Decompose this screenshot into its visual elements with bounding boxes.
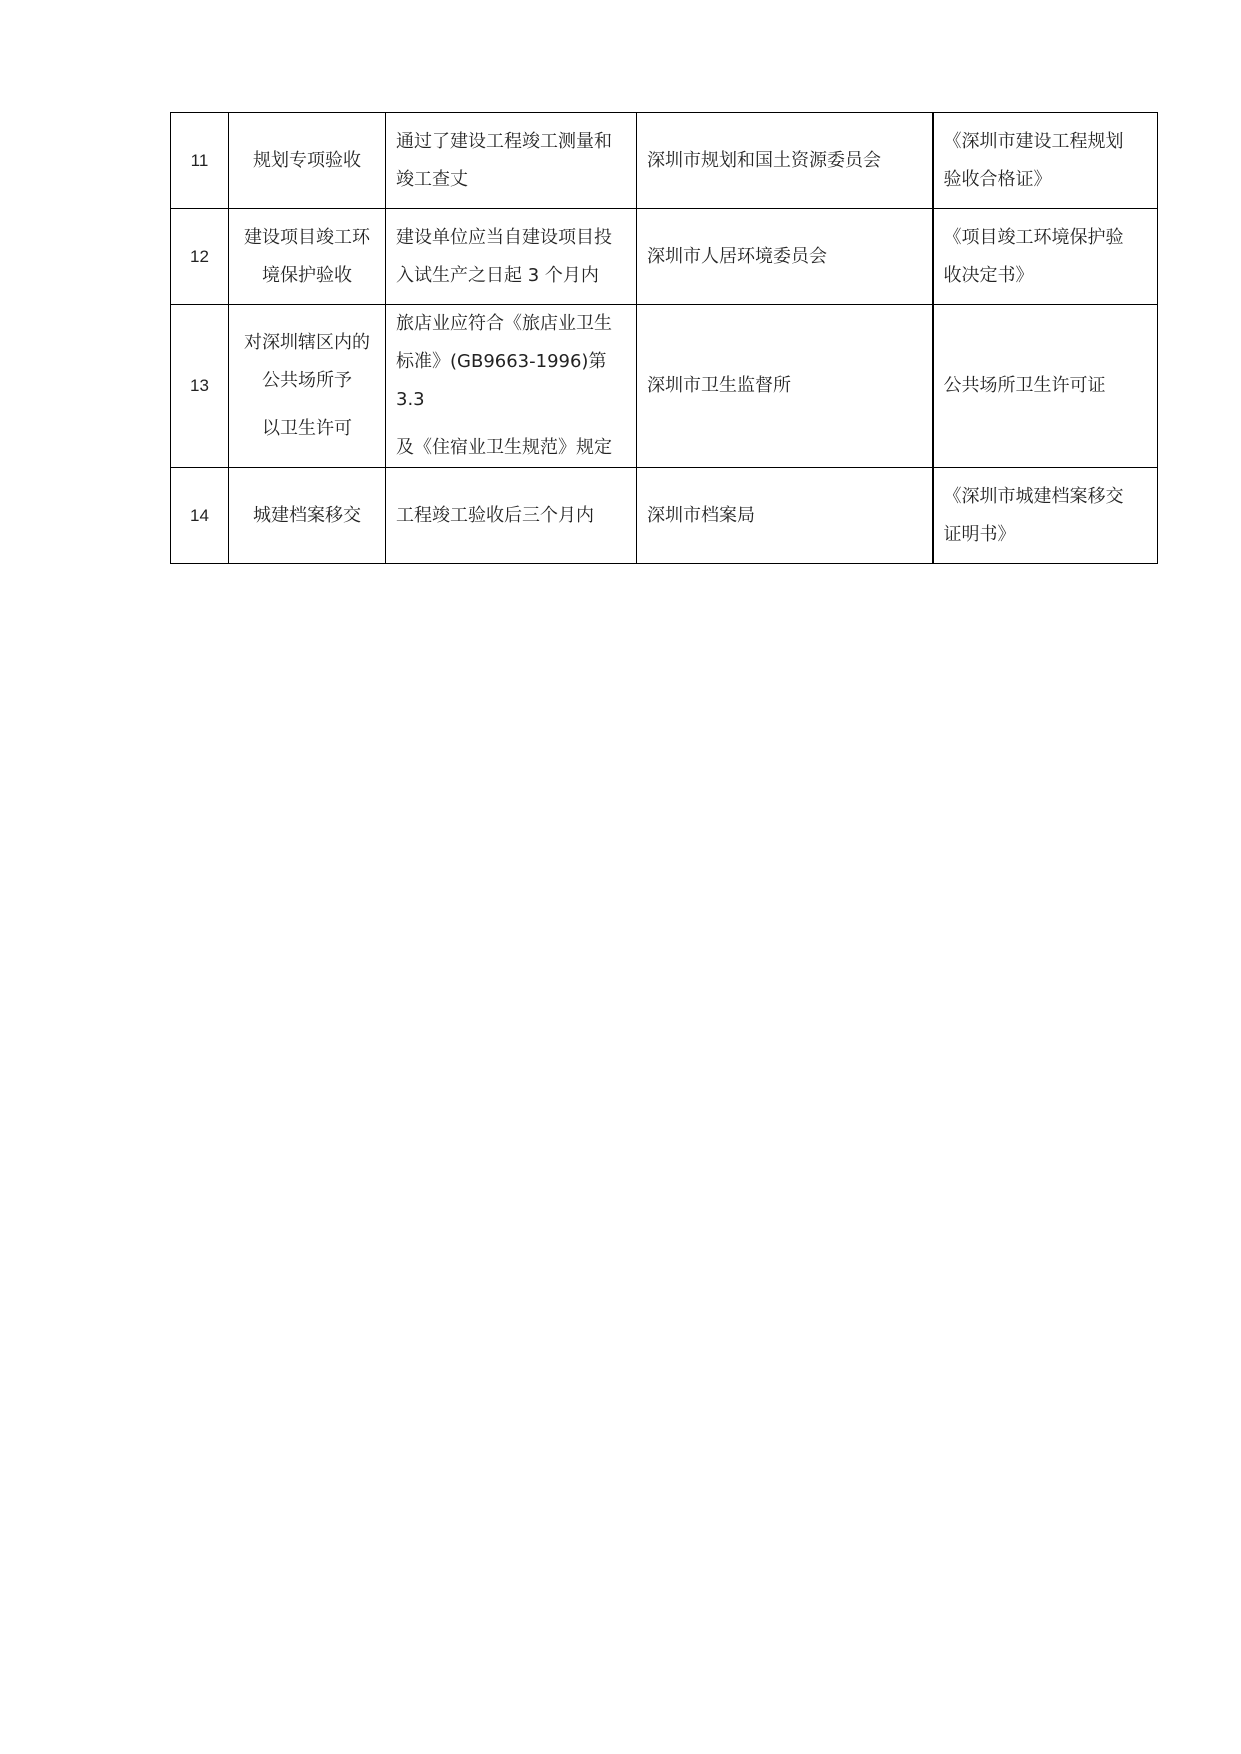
approval-item: 规划专项验收: [229, 113, 386, 209]
approval-item: 建设项目竣工环 境保护验收: [229, 209, 386, 305]
approval-condition: 通过了建设工程竣工测量和 竣工查丈: [386, 113, 637, 209]
approval-item: 对深圳辖区内的 公共场所予 以卫生许可: [229, 305, 386, 468]
responsible-department: 深圳市规划和国土资源委员会: [637, 113, 933, 209]
approval-condition: 工程竣工验收后三个月内: [386, 468, 637, 564]
row-number: 11: [171, 113, 229, 209]
issued-document: 《深圳市城建档案移交 证明书》: [933, 468, 1158, 564]
table-row: [171, 113, 1158, 209]
row-number: 12: [171, 209, 229, 305]
responsible-department: 深圳市卫生监督所: [637, 305, 933, 468]
row-number: 14: [171, 468, 229, 564]
table-row: [171, 209, 1158, 305]
issued-document: 《深圳市建设工程规划 验收合格证》: [933, 113, 1158, 209]
approval-condition: 建设单位应当自建设项目投 入试生产之日起 3 个月内: [386, 209, 637, 305]
issued-document: 公共场所卫生许可证: [933, 305, 1158, 468]
approval-table: [170, 112, 1158, 564]
responsible-department: 深圳市人居环境委员会: [637, 209, 933, 305]
row-number: 13: [171, 305, 229, 468]
responsible-department: 深圳市档案局: [637, 468, 933, 564]
approval-condition: 旅店业应符合《旅店业卫生 标准》(GB9663-1996)第 3.3 及《住宿业卫生规范》规定: [386, 305, 637, 468]
table-row: [171, 305, 1158, 468]
table-row: [171, 468, 1158, 564]
approval-item: 城建档案移交: [229, 468, 386, 564]
issued-document: 《项目竣工环境保护验 收决定书》: [933, 209, 1158, 305]
